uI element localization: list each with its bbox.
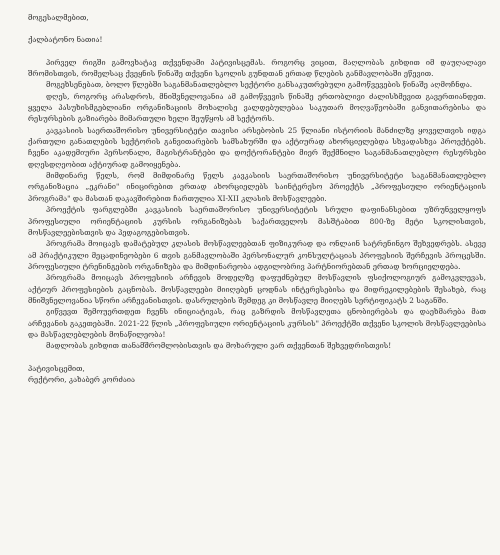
paragraph: მიმდინარე წელს, რომ მიმდინარე წელს კავკასიის საერთაშორისო უნივერსიტეტი საგანმანათლებლო ორგანიზაცია „ეკრანი" ინიცირებით ერთად ახორციელებს საინტერესო პროექტს „პროფესიული ორიენტაციის პროგრამა" და მასთან დაკავშირებით ჩართულია XI-XII კლასის მოსწავლეები.: [28, 171, 486, 203]
addressee: ქალბატონო ნათია!: [28, 35, 103, 45]
paragraph: გიწვევთ შემოუერთდეთ ჩვენს ინიციატივას, რაც გაზრდის მოსწავლეთა ცნობიერებას და დაეხმარება მათ არჩევანის გაკეთებაში. 2021-22 წლის „პროფესიული ორიენტაციის კურსის" პროექტში თქვენი სკოლის მოსწავლეებისა და მასწავლებლების მონაწილეობა!: [28, 307, 486, 339]
paragraph: პროგრამა მოიცავს პროფესიის არჩევის მოდელზე დაფუძნებულ მოსწავლის ფსიქოლოგიურ გამოკვლევას, აქტიურ პროფესიების გაცნობას. მოსწავლეები მიიღებენ ცოდნას ინტერესებისა და მიდრეკილებების შესახებ, რაც მნიშვნელოვანია სწორი არჩევანისთვის. დასრულების შემდეგ კი მოსწავლე მიიღებს სერტიფიკატს 2 საგანში.: [28, 273, 486, 305]
paragraph: კავკასიის საერთაშორისო უნივერსიტეტი თავისი არსებობის 25 წლიანი ისტორიის მანძილზე ყოველთვის იდგა ქართული განათლების სექტორის განვითარების სამსახურში და აქტიურად ახორციელებდა სხვადასხვა პროექტებს. ჩვენი აკადემიური პერსონალი, მაგისტრანტები და დოქტორანტები მიერ შექმნილი საგანმანათლებლო რესურსები დღესდღეობით აქტიურად გამოიყენება.: [28, 125, 486, 169]
paragraph: პროგრამა მოიცავს დამატებულ კლასის მოსწავლეებთან ფიზიკურად და ონლაინ სატრენინგო შეხვედრებს. ასევე ამ პრაქტიკული მეცადინეობები 6 თვის განმავლობაში პერსონალურ კონსულტაციას პროფესიის შერჩევის პროცესში. პროფესიული ტრენინგების ორგანიზება და მიმდინარეობა ადგილობრივ პარტნიორებთან ერთად ხორციელდება.: [28, 239, 486, 271]
closing: პატივისცემით,: [28, 363, 85, 373]
paragraph: მოგეხსენებათ, ბოლო წლებში საგანმანათლებლო სექტორი განსაკუთრებული გამოწვევების წინაშე აღმოჩნდა.: [46, 80, 473, 90]
paragraph: დღეს, როგორც არასდროს, მნიშვნელოვანია ამ გამოწვევის წინაშე ერთობლივი ძალისხმევით გავერთიანდეთ. ყველა პასუხისმგებლიანი ორგანიზაციის მოხალისე ვალდებულებაა საკუთარ მოღვაწეობაში განვითარებისა და რესურსების გაზიარება მიმართული ხელი შეუწყოს ამ სექტორს.: [28, 91, 486, 124]
paragraph: პირველ რიგში გამოვხატავ თქვენდამი პატივისცემას. როგორც ვიცით, მაღლობას გიხდით იმ დაუღალავი შრომისთვის, რომელსაც ქვეყნის წინაშე თქვენი სკოლის გუნდთან ერთად წლების განმავლობაში ეწევით.: [28, 57, 486, 79]
paragraph: მადლობას გიხდით თანამშრომლობისთვის და მოხარული ვარ თქვენთან შეხვედრისთვის!: [46, 341, 392, 351]
greeting: მოგესალმებით,: [28, 13, 89, 22]
signature: რექტორი, კახაბერ კორძაია: [28, 374, 135, 384]
paragraph: პროექტის ფარგლებში კავკასიის საერთაშორისო უნივერსიტეტის სრული დაფინანსებით უზრუნველყოფს პროფესიული ორიენტაციის კურსის ორგანიზებას საქართველოს მასშტაბით 800-ზე მეტი სკოლისთვის, მოსწავლეებისთვის და პედაგოგებისთვის.: [28, 205, 486, 237]
